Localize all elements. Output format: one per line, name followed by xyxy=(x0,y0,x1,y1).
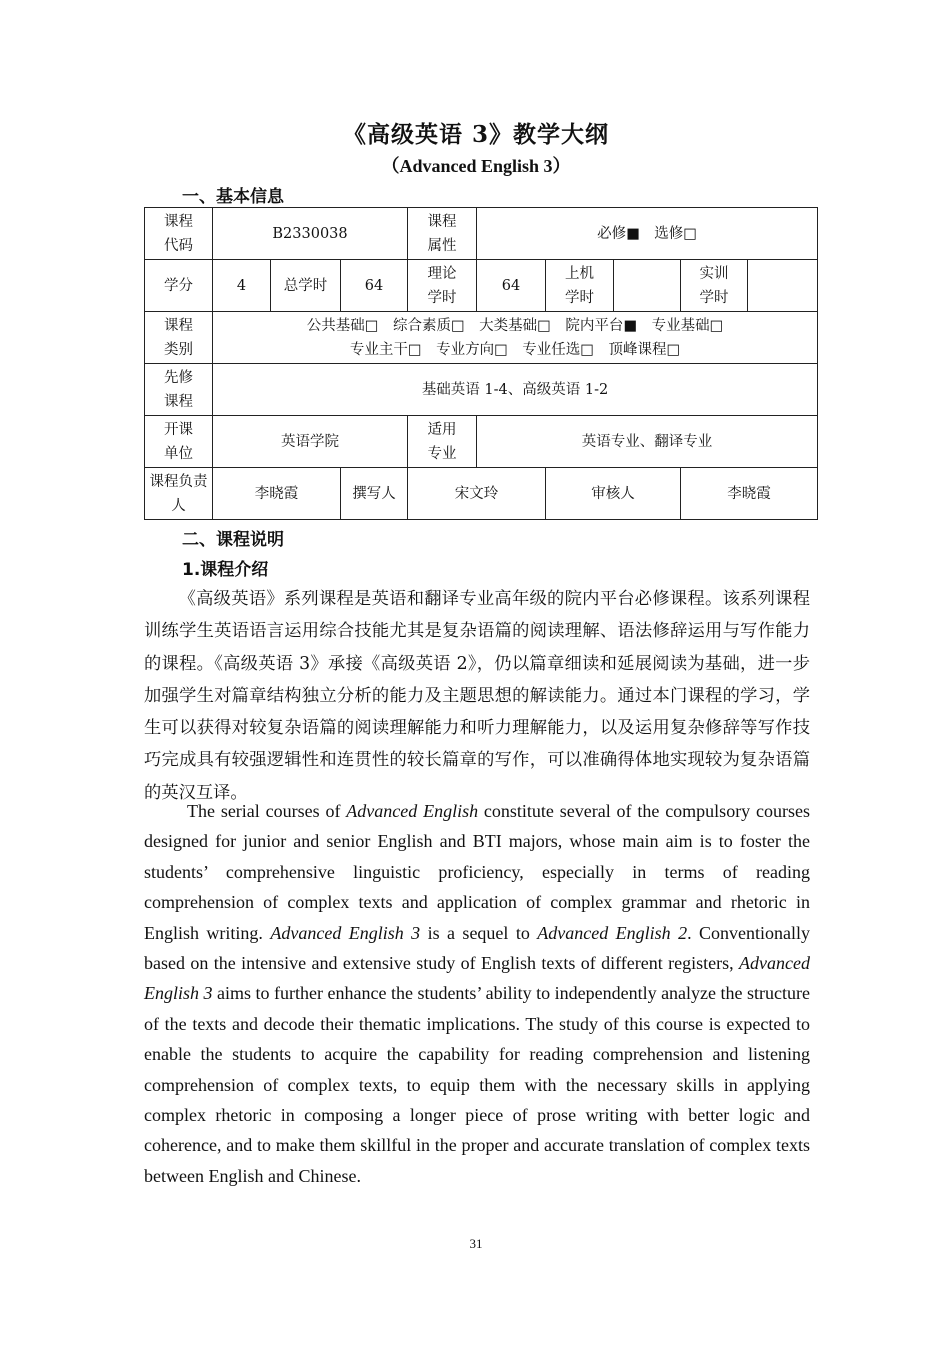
course-attr-label: 课程属性 xyxy=(408,208,477,260)
credits-value: 4 xyxy=(213,260,271,312)
leader-label: 课程负责人 xyxy=(145,468,213,520)
credits-label: 学分 xyxy=(145,260,213,312)
category-label: 课程类别 xyxy=(145,312,213,364)
leader-value: 李晓霞 xyxy=(213,468,341,520)
page-number: 31 xyxy=(469,1236,483,1251)
course-code-label: 课程代码 xyxy=(145,208,213,260)
practice-hours-label: 实训学时 xyxy=(681,260,748,312)
course-code-value: B2330038 xyxy=(213,208,408,260)
subsection-heading-course-intro: 1.课程介绍 xyxy=(182,560,269,580)
writer-value: 宋文玲 xyxy=(408,468,546,520)
majors-value: 英语专业、翻译专业 xyxy=(477,416,818,468)
writer-label: 撰写人 xyxy=(341,468,408,520)
category-options-line2: 专业主干□ 专业方向□ 专业任选□ 顶峰课程□ xyxy=(349,341,681,358)
practice-hours-value xyxy=(748,260,818,312)
section-heading-basic-info: 一、基本信息 xyxy=(182,187,284,207)
course-info-table xyxy=(144,207,818,520)
total-hours-value: 64 xyxy=(341,260,408,312)
lab-hours-value xyxy=(614,260,681,312)
majors-label: 适用专业 xyxy=(408,416,477,468)
reviewer-label: 审核人 xyxy=(546,468,681,520)
para-en-italic-title: Advanced English 2 xyxy=(537,922,688,943)
para-en-italic-title: Advanced English xyxy=(346,801,479,821)
reviewer-value: 李晓霞 xyxy=(681,468,818,520)
document-title: 《高级英语 3》教学大纲 xyxy=(342,121,609,148)
dept-label: 开课单位 xyxy=(145,416,213,468)
theory-hours-value: 64 xyxy=(477,260,546,312)
para-en-italic-title: Advanced English 3 xyxy=(144,953,810,1004)
section-heading-course-description: 二、课程说明 xyxy=(182,530,284,550)
document-subtitle: （Advanced English 3） xyxy=(381,156,571,176)
category-options xyxy=(213,312,818,364)
course-intro-chinese: 《高级英语》系列课程是英语和翻译专业高年级的院内平台必修课程。该系列课程训练学生英语语言运用综合技能尤其是复杂语篇的阅读理解、语法修辞运用与写作能力的课程。《高级英语 3》承接《高级英语 2》，仍以篇章细读和延展阅读为基础，进一步加强学生对篇章结构独立分析的能力及主题思想的解读能力。通过本门课程的学习，学生可以获得对较复杂语篇的阅读理解能力和听力理解能力，以及运用复杂修辞等写作技巧完成具有较强逻辑性和连贯性的较长篇章的写作，可以准确得体地实现较为复杂语篇的英汉互译。 xyxy=(144,589,810,803)
para-en-italic-title: Advanced English 3 xyxy=(270,922,421,943)
para-en-text: aims to further enhance the students’ ability to independently analyze the structure of the texts and decode their thematic implications. The study of this course is expected to enable the students to acquire the capability for reading comprehension and listening comprehension of complex texts, to equip them with the necessary skills in applying complex rhetoric in composing a longer piece of prose writing with better logic and coherence, and to make them skillful in the proper and accurate translation of complex texts between English and Chinese. xyxy=(144,983,810,1186)
dept-value: 英语学院 xyxy=(213,416,408,468)
prereq-value: 基础英语 1-4、高级英语 1-2 xyxy=(213,364,818,416)
prereq-label: 先修课程 xyxy=(145,364,213,416)
para-en-text: is a sequel to xyxy=(420,922,538,943)
para-en-text: constitute several of the compulsory courses designed for junior and senior English and BTI majors, whose main aim is to foster the students’ comprehensive linguistic proficiency, especially in terms of reading comprehension of complex texts and application of complex grammar and rhetoric in English writing. xyxy=(144,801,811,943)
total-hours-label: 总学时 xyxy=(271,260,341,312)
para-en-text: . Conventionally based on the intensive and extensive study of English texts of different registers, xyxy=(144,922,811,974)
category-options-line1: 公共基础□ 综合素质□ 大类基础□ 院内平台■ 专业基础□ xyxy=(306,317,724,334)
course-intro-english xyxy=(144,796,810,1191)
theory-hours-label: 理论学时 xyxy=(408,260,477,312)
lab-hours-label: 上机学时 xyxy=(546,260,614,312)
para-en-text: The serial courses of xyxy=(187,801,347,821)
course-attr-value: 必修■ 选修□ xyxy=(477,208,818,260)
